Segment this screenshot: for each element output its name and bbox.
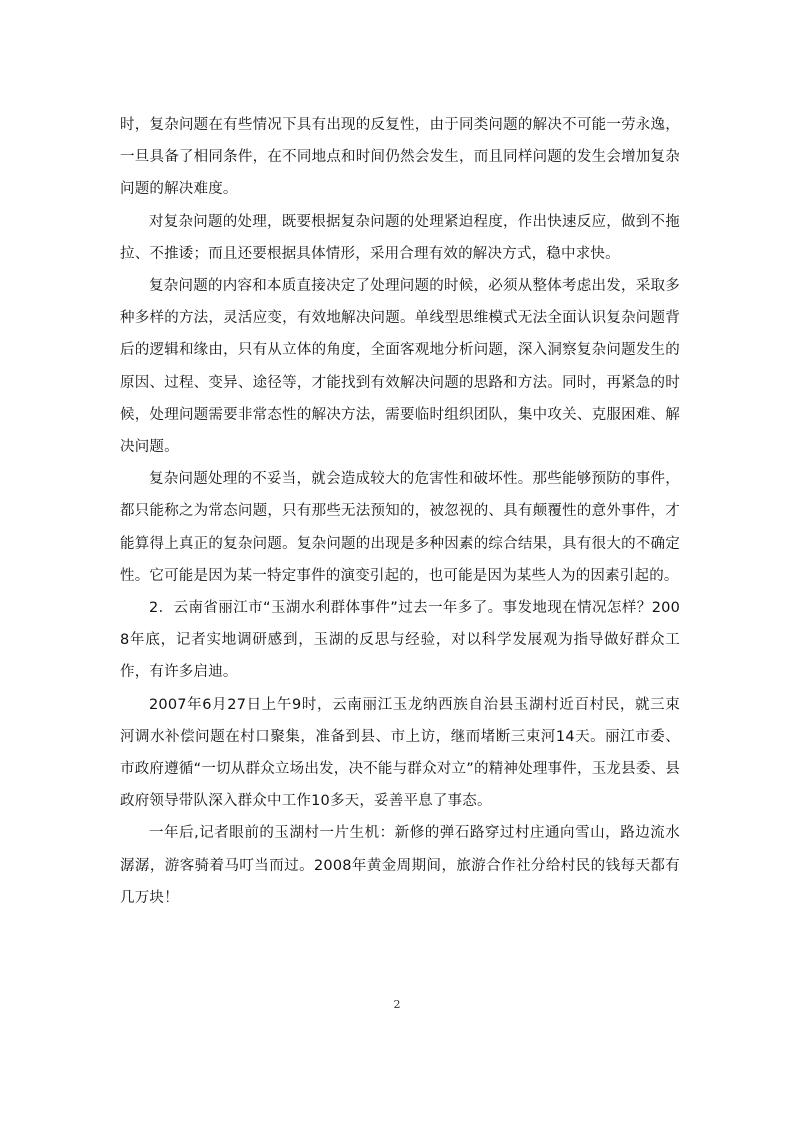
- paragraph-continuation: 时，复杂问题在有些情况下具有出现的反复性，由于同类问题的解决不可能一劳永逸，一旦具备了相同条件，在不同地点和时间仍然会发生，而且同样问题的发生会增加复杂问题的解决难度。: [120, 117, 680, 198]
- paragraph-handling-principle: 对复杂问题的处理，既要根据复杂问题的处理紧迫程度，作出快速反应，做到不拖拉、不推诿；而且还要根据具体情形，采用合理有效的解决方式，稳中求快。: [120, 213, 680, 262]
- paragraph-methods: 复杂问题的内容和本质直接决定了处理问题的时候，必须从整体考虑出发，采取多种多样的方法，灵活应变，有效地解决问题。单线型思维模式无法全面认识复杂问题背后的逻辑和缘由，只有从立体的角度，全面客观地分析问题，深入洞察复杂问题发生的原因、过程、变异、途径等，才能找到有效解决问题的思路和方法。同时，再紧急的时候，处理问题需要非常态性的解决方法，需要临时组织团队，集中攻关、克服困难、解决问题。: [120, 278, 680, 456]
- paragraph-consequences: 复杂问题处理的不妥当，就会造成较大的危害性和破坏性。那些能够预防的事件，都只能称之为常态问题，只有那些无法预知的，被忽视的、具有颠覆性的意外事件，才能算得上真正的复杂问题。复杂问题的出现是多种因素的综合结果，具有很大的不确定性。它可能是因为某一特定事件的演变引起的，也可能是因为某些人为的因素引起的。: [120, 471, 680, 584]
- paragraph-case-event: 2007年6月27日上午9时，云南丽江玉龙纳西族自治县玉湖村近百村民，就三束河调水补偿问题在村口聚集，准备到县、市上访，继而堵断三束河14天。丽江市委、市政府遵循“一切从群众立场出发，决不能与群众对立”的精神处理事件，玉龙县委、县政府领导带队深入群众中工作10多天，妥善平息了事态。: [120, 696, 680, 810]
- paragraph-case-outcome: 一年后,记者眼前的玉湖村一片生机：新修的弹石路穿过村庄通向雪山，路边流水潺潺，游客骑着马叮当而过。2008年黄金周期间，旅游合作社分给村民的钱每天都有几万块！: [120, 825, 680, 906]
- paragraph-case-intro: 2．云南省丽江市“玉湖水利群体事件”过去一年多了。事发地现在情况怎样？2008年底，记者实地调研感到，玉湖的反思与经验，对以科学发展观为指导做好群众工作，有许多启迪。: [120, 600, 680, 681]
- document-body: [120, 109, 680, 914]
- page-number: 2: [393, 998, 401, 1011]
